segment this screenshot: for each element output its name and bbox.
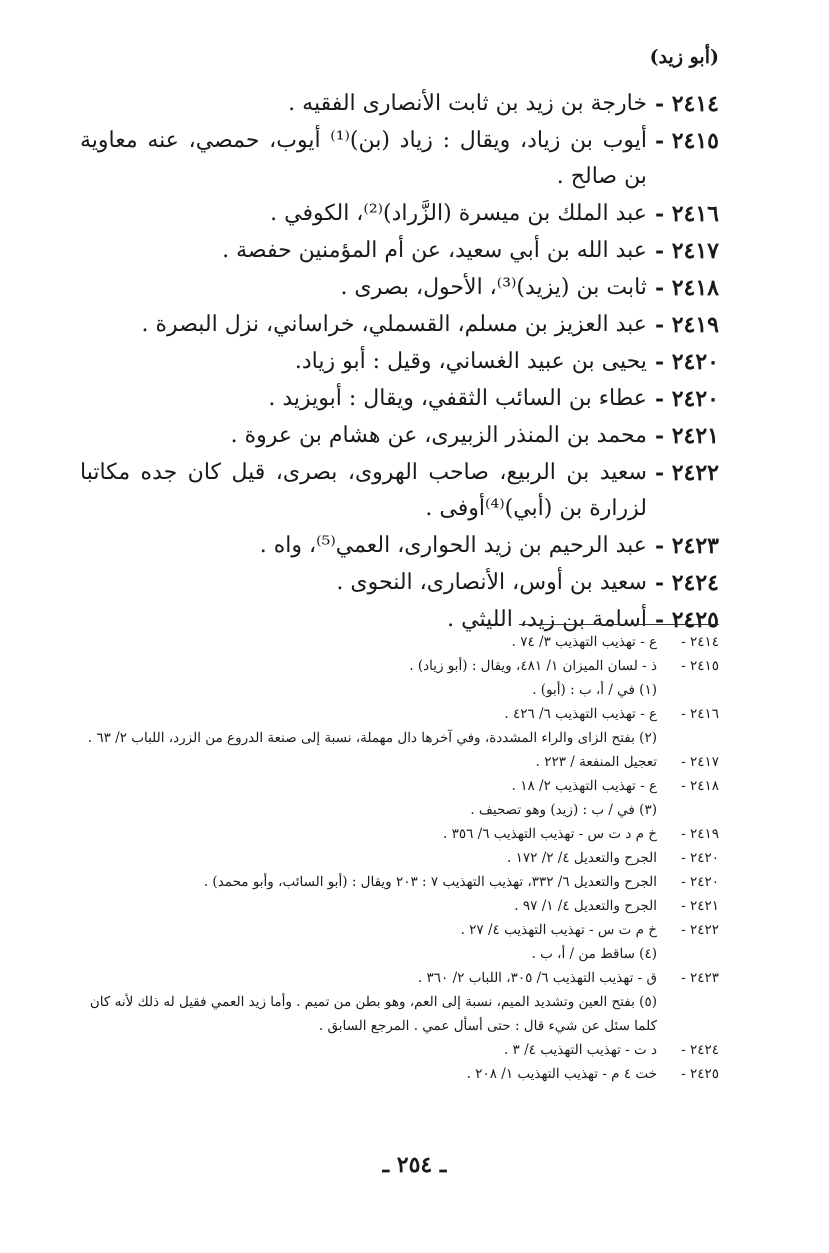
entry-number: ٢٤٢١ -	[654, 423, 719, 449]
footnote-text: (٢) بفتح الزاى والراء المشددة، وفي آخرها دال مهملة، نسبة إلى صنعة الدروع من الزرد، اللباب ٢/ ٦٣ .	[87, 730, 657, 746]
footnote-text: (١) في / أ، ب : (أبو) .	[532, 682, 657, 698]
entry-text: أسامة بن زيد، الليثي .	[447, 607, 647, 632]
entry	[80, 381, 719, 417]
footnote-text: الجرح والتعديل ٦/ ٣٣٢، تهذيب التهذيب ٧ : ٢٠٣ ويقال : (أبو السائب، وأبو محمد) .	[203, 874, 657, 890]
entry-text: سعيد بن أوس، الأنصارى، النحوى .	[336, 570, 647, 595]
footnote-text: خ م ت س - تهذيب التهذيب ٤/ ٢٧ .	[460, 922, 657, 938]
footnote	[80, 966, 719, 990]
entry	[80, 196, 719, 232]
footnote	[80, 990, 719, 1038]
entry	[80, 86, 719, 122]
footnote-number: ٢٤٢١ -	[681, 898, 719, 914]
footnote	[80, 726, 719, 750]
footnote	[80, 846, 719, 870]
entry-number: ٢٤١٩ -	[654, 312, 719, 338]
entry-number: ٢٤١٨ -	[654, 275, 719, 301]
entries-list	[80, 86, 719, 639]
footnote-number: ٢٤١٧ -	[681, 754, 719, 770]
footnote	[80, 750, 719, 774]
entry-number: ٢٤١٤ -	[654, 91, 719, 117]
entry-text: عبد الملك بن ميسرة (الزَّراد)⁽²⁾، الكوفي .	[270, 201, 647, 226]
entry-number: ٢٤٢٣ -	[654, 533, 719, 559]
footnote-number: ٢٤١٩ -	[681, 826, 719, 842]
footnote-divider	[519, 624, 719, 625]
footnote	[80, 1038, 719, 1062]
footnote-text: د ت - تهذيب التهذيب ٤/ ٣ .	[503, 1042, 657, 1058]
footnote-text: (٤) ساقط من / أ، ب .	[531, 946, 657, 962]
footnote-text: الجرح والتعديل ٤/ ١/ ٩٧ .	[514, 898, 657, 914]
footnote-text: ق - تهذيب التهذيب ٦/ ٣٠٥، اللباب ٢/ ٣٦٠ .	[417, 970, 657, 986]
footnote	[80, 822, 719, 846]
footnote	[80, 1062, 719, 1086]
entry-text: سعيد بن الربيع، صاحب الهروى، بصرى، قيل كان جده مكاتبا لزرارة بن (أبي)⁽⁴⁾أوفى .	[80, 460, 647, 521]
entry	[80, 528, 719, 564]
footnote	[80, 774, 719, 798]
footnote-text: (٣) في / ب : (زيد) وهو تصحيف .	[470, 802, 657, 818]
running-header: (أبو زيد)	[649, 46, 719, 68]
entry-text: محمد بن المنذر الزبيرى، عن هشام بن عروة .	[230, 423, 647, 448]
entry	[80, 344, 719, 380]
footnote	[80, 918, 719, 942]
entry-number: ٢٤٢٤ -	[654, 570, 719, 596]
entry-text: ثابت بن (يزيد)⁽³⁾، الأحول، بصرى .	[340, 275, 647, 300]
footnote-text: ع - تهذيب التهذيب ٣/ ٧٤ .	[511, 634, 657, 650]
entry	[80, 565, 719, 601]
entry-text: عبد العزيز بن مسلم، القسملي، خراساني، نزل البصرة .	[141, 312, 647, 337]
footnote-number: ٢٤١٨ -	[681, 778, 719, 794]
entry-number: ٢٤١٦ -	[654, 201, 719, 227]
entry-number: ٢٤٢٢ -	[654, 460, 719, 486]
footnote	[80, 654, 719, 678]
page-number: ـ ٢٥٤ ـ	[382, 1152, 447, 1178]
entry-text: عطاء بن السائب الثقفي، ويقال : أبويزيد .	[268, 386, 647, 411]
footnote-text: خ م د ت س - تهذيب التهذيب ٦/ ٣٥٦ .	[443, 826, 657, 842]
footnote	[80, 702, 719, 726]
entry-number: ٢٤١٥ -	[654, 128, 719, 154]
footnote	[80, 798, 719, 822]
entry-number: ٢٤١٧ -	[654, 238, 719, 264]
footnote	[80, 870, 719, 894]
entry-text: عبد الرحيم بن زيد الحوارى، العمي⁽⁵⁾، واه .	[259, 533, 647, 558]
footnote	[80, 942, 719, 966]
entry-text: أيوب بن زياد، ويقال : زياد (بن)⁽¹⁾ أيوب، حمصي، عنه معاوية بن صالح .	[80, 128, 647, 189]
entry	[80, 307, 719, 343]
footnote-number: ٢٤١٦ -	[681, 706, 719, 722]
footnote-text: ع - تهذيب التهذيب ٢/ ١٨ .	[511, 778, 657, 794]
footnote-text: تعجيل المنفعة / ٢٢٣ .	[535, 754, 657, 770]
footnote-number: ٢٤٢٤ -	[681, 1042, 719, 1058]
footnote-number: ٢٤١٥ -	[681, 658, 719, 674]
footnote-text: الجرح والتعديل ٤/ ٢/ ١٧٢ .	[507, 850, 657, 866]
entry-number: ٢٤٢٥ -	[654, 607, 719, 633]
footnote-text: خت ٤ م - تهذيب التهذيب ١/ ٢٠٨ .	[466, 1066, 657, 1082]
footnotes	[80, 630, 719, 1086]
entry-number: ٢٤٢٠ -	[654, 386, 719, 412]
footnote	[80, 678, 719, 702]
entry-number: ٢٤٢٠ -	[654, 349, 719, 375]
footnote-text: ذ - لسان الميزان ١/ ٤٨١، ويقال : (أبو زياد) .	[409, 658, 657, 674]
footnote-number: ٢٤٢٥ -	[681, 1066, 719, 1082]
footnote-number: ٢٤٢٠ -	[681, 874, 719, 890]
entry-text: خارجة بن زيد بن ثابت الأنصارى الفقيه .	[288, 91, 647, 116]
entry	[80, 270, 719, 306]
footnote-number: ٢٤١٤ -	[681, 634, 719, 650]
entry	[80, 418, 719, 454]
footnote-text: ع - تهذيب التهذيب ٦/ ٤٢٦ .	[504, 706, 657, 722]
footnote-number: ٢٤٢٣ -	[681, 970, 719, 986]
entry-text: يحيى بن عبيد الغساني، وقيل : أبو زياد.	[294, 349, 647, 374]
entry-text: عبد الله بن أبي سعيد، عن أم المؤمنين حفصة .	[222, 238, 647, 263]
footnote-number: ٢٤٢٠ -	[681, 850, 719, 866]
footnote-text: (٥) بفتح العين وتشديد الميم، نسبة إلى العم، وهو بطن من تميم . وأما زيد العمي فقيل له ذلك لأنه كان كلما سئل عن شيء قال : حتى أسأل عمي . المرجع السابق .	[89, 994, 657, 1034]
entry	[80, 233, 719, 269]
entry	[80, 123, 719, 195]
footnote-number: ٢٤٢٢ -	[681, 922, 719, 938]
footnote	[80, 894, 719, 918]
entry	[80, 455, 719, 527]
footnote	[80, 630, 719, 654]
